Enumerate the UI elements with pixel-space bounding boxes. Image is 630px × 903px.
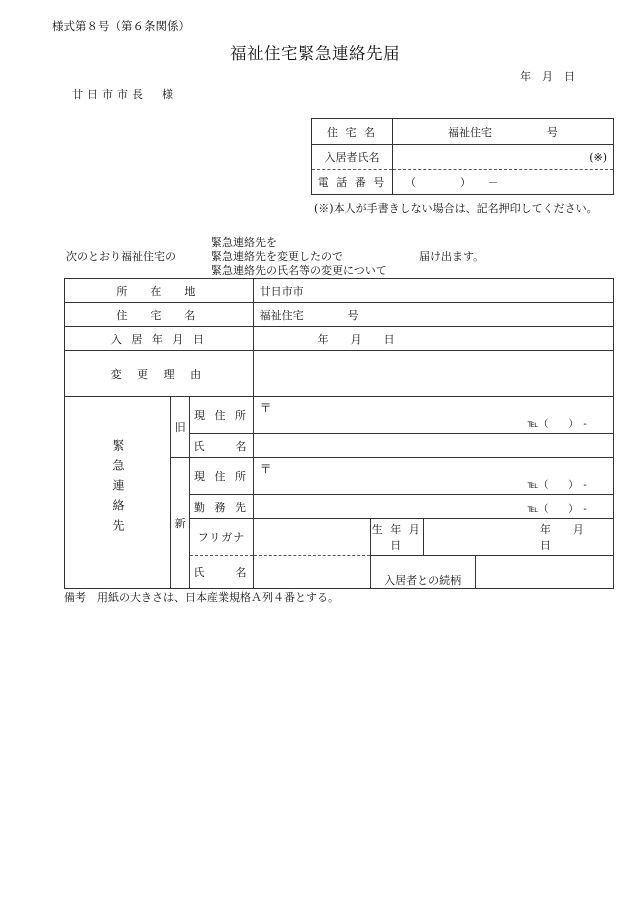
old-label: 旧 [171, 397, 190, 458]
applicant-table [311, 118, 614, 195]
relationship-field[interactable] [475, 556, 613, 589]
housing-label: 住 宅 名 [65, 303, 254, 327]
old-name-label: 氏 名 [190, 434, 253, 458]
remarks: 備考 用紙の大きさは、日本産業規格Ａ列４番とする。 [64, 591, 339, 604]
new-name-label: 氏 名 [190, 556, 253, 589]
workplace-tel: ℡（ ） - [527, 504, 587, 515]
signature-mark: (※) [589, 150, 607, 164]
phone-number-label: 電 話 番 号 [312, 170, 393, 195]
housing-field[interactable]: 福祉住宅 号 [253, 303, 613, 327]
new-address-field[interactable] [253, 458, 613, 495]
form-number: 様式第８号（第６条関係） [52, 19, 190, 33]
new-name-field[interactable] [253, 556, 370, 589]
form-title: 福祉住宅緊急連絡先届 [230, 44, 400, 63]
move-in-date-label: 入 居 年 月 日 [65, 327, 254, 351]
change-reason-field[interactable] [253, 351, 613, 397]
new-tel: ℡（ ） - [527, 480, 587, 491]
workplace-label: 勤 務 先 [190, 495, 253, 519]
intro-option-1[interactable]: 緊急連絡先を [211, 236, 277, 249]
intro-option-2[interactable]: 緊急連絡先を変更したので [211, 250, 343, 263]
location-label: 所 在 地 [65, 279, 254, 303]
intro-right-text: 届け出ます。 [419, 250, 485, 263]
furigana-label: フリガナ [190, 519, 253, 556]
housing-name-label: 住 宅 名 [312, 119, 393, 145]
old-name-field[interactable] [253, 434, 613, 458]
addressee: 廿日市市長 様 [72, 88, 177, 101]
postal-mark: 〒 [259, 462, 272, 476]
old-address-field[interactable] [253, 397, 613, 434]
workplace-field[interactable] [253, 495, 613, 519]
relationship-label: 入居者との続柄 [370, 556, 475, 589]
signature-note: (※)本人が手書きしない場合は、記名押印してください。 [314, 202, 598, 215]
furigana-field[interactable] [253, 519, 370, 556]
old-address-label: 現 住 所 [190, 397, 253, 434]
emergency-contact-text: 緊急連絡先 [111, 439, 125, 539]
intro-option-3[interactable]: 緊急連絡先の氏名等の変更について [211, 264, 387, 277]
resident-name-field[interactable] [393, 145, 614, 170]
birth-date-field[interactable]: 年 月 日 [423, 519, 613, 556]
change-reason-label: 変 更 理 由 [65, 351, 254, 397]
old-tel: ℡（ ） - [527, 419, 587, 430]
birth-date-label: 生 年 月 日 [370, 519, 423, 556]
housing-name-field[interactable]: 福祉住宅 号 [393, 119, 614, 145]
location-field[interactable]: 廿日市市 [253, 279, 613, 303]
move-in-date-field[interactable]: 年 月 日 [253, 327, 613, 351]
resident-name-label: 入居者氏名 [312, 145, 393, 170]
main-form-table [64, 278, 614, 589]
new-address-label: 現 住 所 [190, 458, 253, 495]
intro-left-text: 次のとおり福祉住宅の [66, 250, 176, 263]
emergency-contact-label [65, 397, 171, 589]
submission-date: 年 月 日 [520, 70, 575, 83]
new-label: 新 [171, 458, 190, 589]
phone-number-field[interactable]: （ ） － [393, 170, 614, 195]
postal-mark: 〒 [259, 401, 272, 415]
